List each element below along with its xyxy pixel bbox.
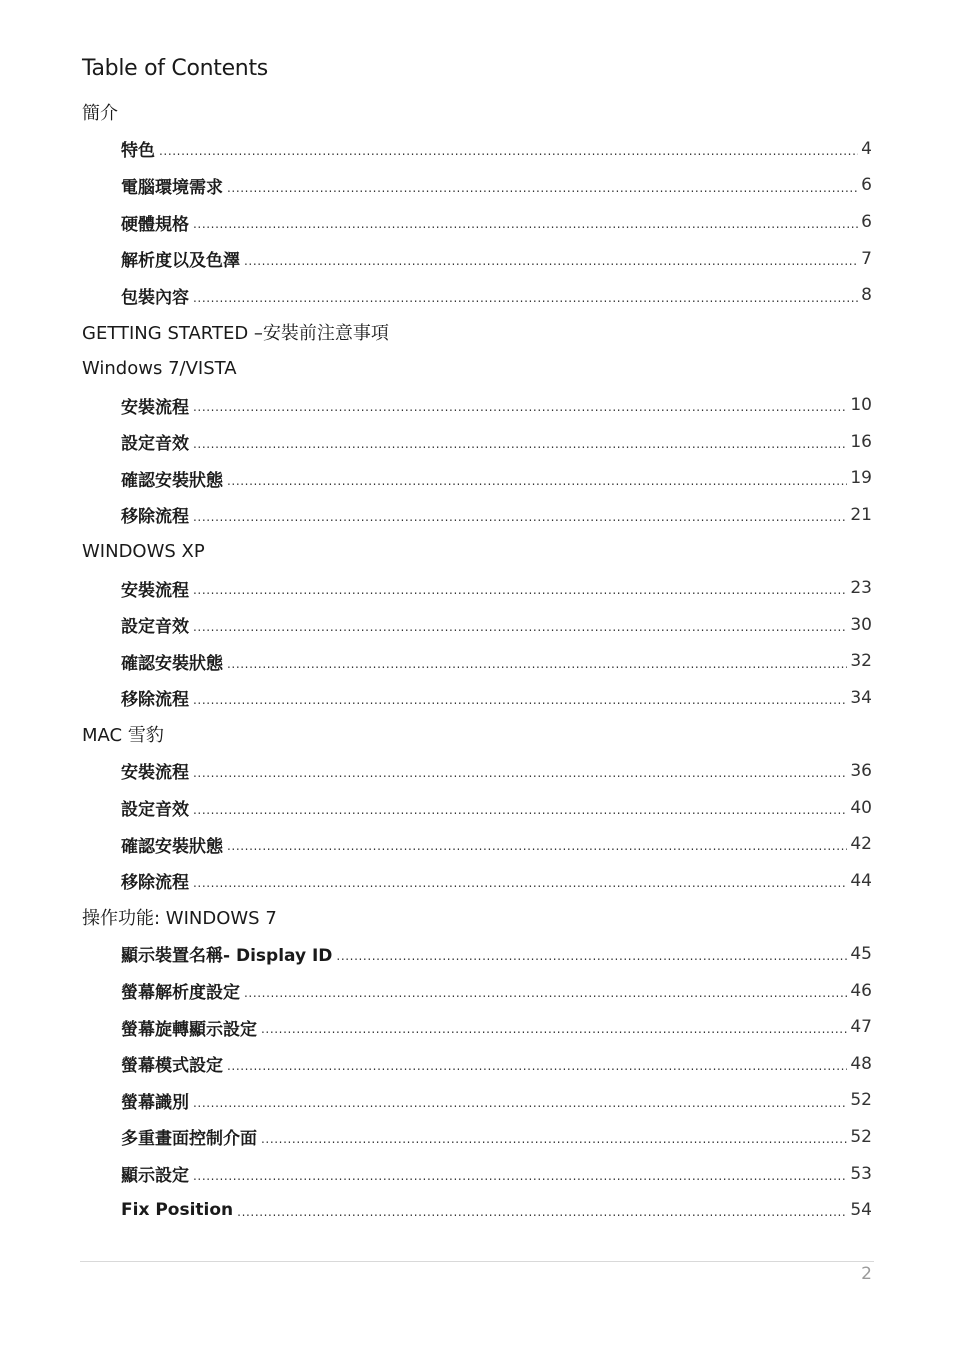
toc-label-text: 顯示裝置名稱- Display ID: [121, 946, 333, 967]
toc-section-label: [82, 319, 389, 345]
toc-section-heading: [82, 94, 874, 131]
dot-leader: [244, 987, 847, 1009]
toc-label-text: 安裝流程: [121, 580, 189, 601]
toc-page-number: 30: [850, 614, 872, 635]
dot-leader: [193, 621, 847, 643]
toc-label-text: 確認安裝狀態: [121, 470, 223, 491]
toc-entry[interactable]: [82, 460, 874, 497]
page-title: Table of Contents: [82, 56, 268, 81]
toc-label-text: Windows 7/VISTA: [82, 357, 237, 379]
toc-page-number: 23: [850, 578, 872, 599]
toc-entry[interactable]: [82, 1192, 874, 1229]
dot-leader: [261, 1133, 847, 1155]
toc-label-text: 特色: [121, 141, 155, 162]
toc-label-text: 硬體規格: [121, 214, 189, 235]
toc-page-number: 48: [850, 1053, 872, 1074]
toc-page-number: 47: [850, 1017, 872, 1038]
toc-page-number: 19: [850, 468, 872, 489]
toc-page-number: 52: [850, 1090, 872, 1111]
toc-entry[interactable]: [82, 643, 874, 680]
dot-leader: [193, 1097, 847, 1119]
toc-page-number: 53: [850, 1163, 872, 1184]
toc-entry[interactable]: [82, 1045, 874, 1082]
toc-entry[interactable]: [82, 789, 874, 826]
toc-entry[interactable]: [82, 131, 874, 168]
toc-entry-label: [121, 832, 223, 857]
dot-leader: [261, 1023, 847, 1045]
toc-label-subtitle: 安裝前注意事項: [262, 322, 389, 344]
dot-leader: [193, 438, 847, 460]
toc-entry[interactable]: [82, 753, 874, 790]
toc-entry[interactable]: [82, 1082, 874, 1119]
toc-page-number: 4: [861, 138, 872, 159]
toc-entry-label: [121, 868, 189, 893]
dot-leader: [193, 511, 847, 533]
toc-page-number: 52: [850, 1126, 872, 1147]
toc-page-number: 40: [850, 797, 872, 818]
toc-page-number: 21: [850, 504, 872, 525]
toc-page-number: 7: [861, 248, 872, 269]
toc-entry-label: [121, 283, 189, 308]
toc-entry-label: [121, 136, 155, 161]
toc-entry-label: [121, 466, 223, 491]
toc-entry-label: [121, 1200, 233, 1220]
toc-page-number: 32: [850, 651, 872, 672]
toc-entry-label: [121, 576, 189, 601]
toc-label-text: 設定音效: [121, 800, 189, 821]
toc-entry-label: [121, 210, 189, 235]
toc-entry[interactable]: [82, 277, 874, 314]
toc-entry[interactable]: [82, 680, 874, 717]
toc-entry[interactable]: [82, 826, 874, 863]
footer-divider: [80, 1261, 874, 1262]
toc-entry[interactable]: [82, 387, 874, 424]
toc-entry-label: [121, 1015, 257, 1040]
dot-leader: [193, 1170, 847, 1192]
toc-label-text: 螢幕模式設定: [121, 1056, 223, 1077]
dot-leader: [193, 584, 847, 606]
toc-label-text: GETTING STARTED –: [82, 322, 263, 344]
toc-label-text: 確認安裝狀態: [121, 836, 223, 857]
toc-entry-label: [121, 1088, 189, 1113]
toc-entry[interactable]: [82, 936, 874, 973]
toc-page-number: 34: [850, 687, 872, 708]
toc-label-text: 移除流程: [121, 873, 189, 894]
dot-leader: [193, 804, 847, 826]
toc-page-number: 8: [861, 285, 872, 306]
toc-label-text: 解析度以及色澤: [121, 251, 240, 272]
toc-section-heading: [82, 533, 874, 570]
table-of-contents: [82, 94, 874, 1228]
toc-label-text: 移除流程: [121, 507, 189, 528]
toc-entry[interactable]: [82, 1119, 874, 1156]
dot-leader: [159, 145, 858, 167]
toc-entry-label: [121, 795, 189, 820]
toc-entry[interactable]: [82, 862, 874, 899]
toc-label-text: 螢幕識別: [121, 1092, 189, 1113]
dot-leader: [227, 1060, 847, 1082]
toc-entry-label: [121, 1161, 189, 1186]
toc-section-label: [82, 541, 205, 562]
toc-page-number: 45: [850, 943, 872, 964]
dot-leader: [193, 694, 847, 716]
toc-page-number: 6: [861, 212, 872, 233]
dot-leader: [227, 182, 858, 204]
toc-label-text: 設定音效: [121, 617, 189, 638]
dot-leader: [193, 401, 847, 423]
toc-entry[interactable]: [82, 423, 874, 460]
toc-section-label: [82, 99, 118, 125]
toc-entry[interactable]: [82, 570, 874, 607]
toc-page-number: 42: [850, 834, 872, 855]
toc-entry-label: [121, 393, 189, 418]
dot-leader: [336, 950, 847, 972]
toc-page-number: 54: [850, 1200, 872, 1221]
toc-section-heading: [82, 350, 874, 387]
toc-label-text: 安裝流程: [121, 763, 189, 784]
toc-label-text: 電腦環境需求: [121, 177, 223, 198]
toc-page-number: 46: [850, 980, 872, 1001]
toc-label-text: 設定音效: [121, 434, 189, 455]
toc-entry-label: [121, 429, 189, 454]
toc-label-text: 顯示設定: [121, 1166, 189, 1187]
toc-entry-label: [121, 649, 223, 674]
toc-section-label: [82, 904, 277, 930]
toc-entry-label: [121, 978, 240, 1003]
toc-page-number: 6: [861, 175, 872, 196]
page-number: 2: [861, 1264, 872, 1284]
toc-entry[interactable]: [82, 167, 874, 204]
toc-entry[interactable]: [82, 497, 874, 534]
toc-label-text: MAC 雪豹: [82, 725, 164, 747]
toc-entry-label: [121, 612, 189, 637]
toc-entry-label: [121, 1124, 257, 1149]
toc-page-number: 10: [850, 395, 872, 416]
toc-entry-label: [121, 502, 189, 527]
toc-entry[interactable]: [82, 972, 874, 1009]
toc-entry[interactable]: [82, 1155, 874, 1192]
toc-entry[interactable]: [82, 606, 874, 643]
toc-entry-label: [121, 173, 223, 198]
dot-leader: [227, 475, 847, 497]
toc-page-number: 44: [850, 870, 872, 891]
toc-label-text: 包裝內容: [121, 287, 189, 308]
toc-label-text: 操作功能: WINDOWS 7: [82, 908, 277, 930]
toc-section-heading: [82, 314, 874, 351]
toc-entry-label: [121, 246, 240, 271]
dot-leader: [193, 877, 847, 899]
toc-label-text: 多重畫面控制介面: [121, 1129, 257, 1150]
toc-entry-label: [121, 685, 189, 710]
toc-entry-label: [121, 941, 332, 966]
toc-label-text: 螢幕旋轉顯示設定: [121, 1019, 257, 1040]
dot-leader: [244, 255, 858, 277]
dot-leader: [193, 292, 858, 314]
dot-leader: [193, 218, 858, 240]
toc-section-heading: [82, 899, 874, 936]
toc-label-text: 簡介: [82, 103, 118, 125]
toc-section-label: [82, 721, 164, 747]
toc-label-text: WINDOWS XP: [82, 540, 205, 562]
dot-leader: [227, 658, 847, 680]
toc-label-text: 螢幕解析度設定: [121, 983, 240, 1004]
toc-entry-label: [121, 1051, 223, 1076]
toc-label-text: 安裝流程: [121, 397, 189, 418]
dot-leader: [227, 840, 847, 862]
toc-page-number: 16: [850, 431, 872, 452]
toc-page-number: 36: [850, 760, 872, 781]
toc-entry-label: [121, 758, 189, 783]
dot-leader: [193, 767, 847, 789]
toc-entry[interactable]: [82, 204, 874, 241]
toc-section-heading: [82, 716, 874, 753]
dot-leader: [237, 1206, 847, 1228]
toc-entry[interactable]: [82, 240, 874, 277]
toc-label-text: Fix Position: [121, 1200, 234, 1221]
toc-section-label: [82, 358, 237, 379]
toc-entry[interactable]: [82, 1009, 874, 1046]
toc-label-text: 確認安裝狀態: [121, 653, 223, 674]
toc-label-text: 移除流程: [121, 690, 189, 711]
